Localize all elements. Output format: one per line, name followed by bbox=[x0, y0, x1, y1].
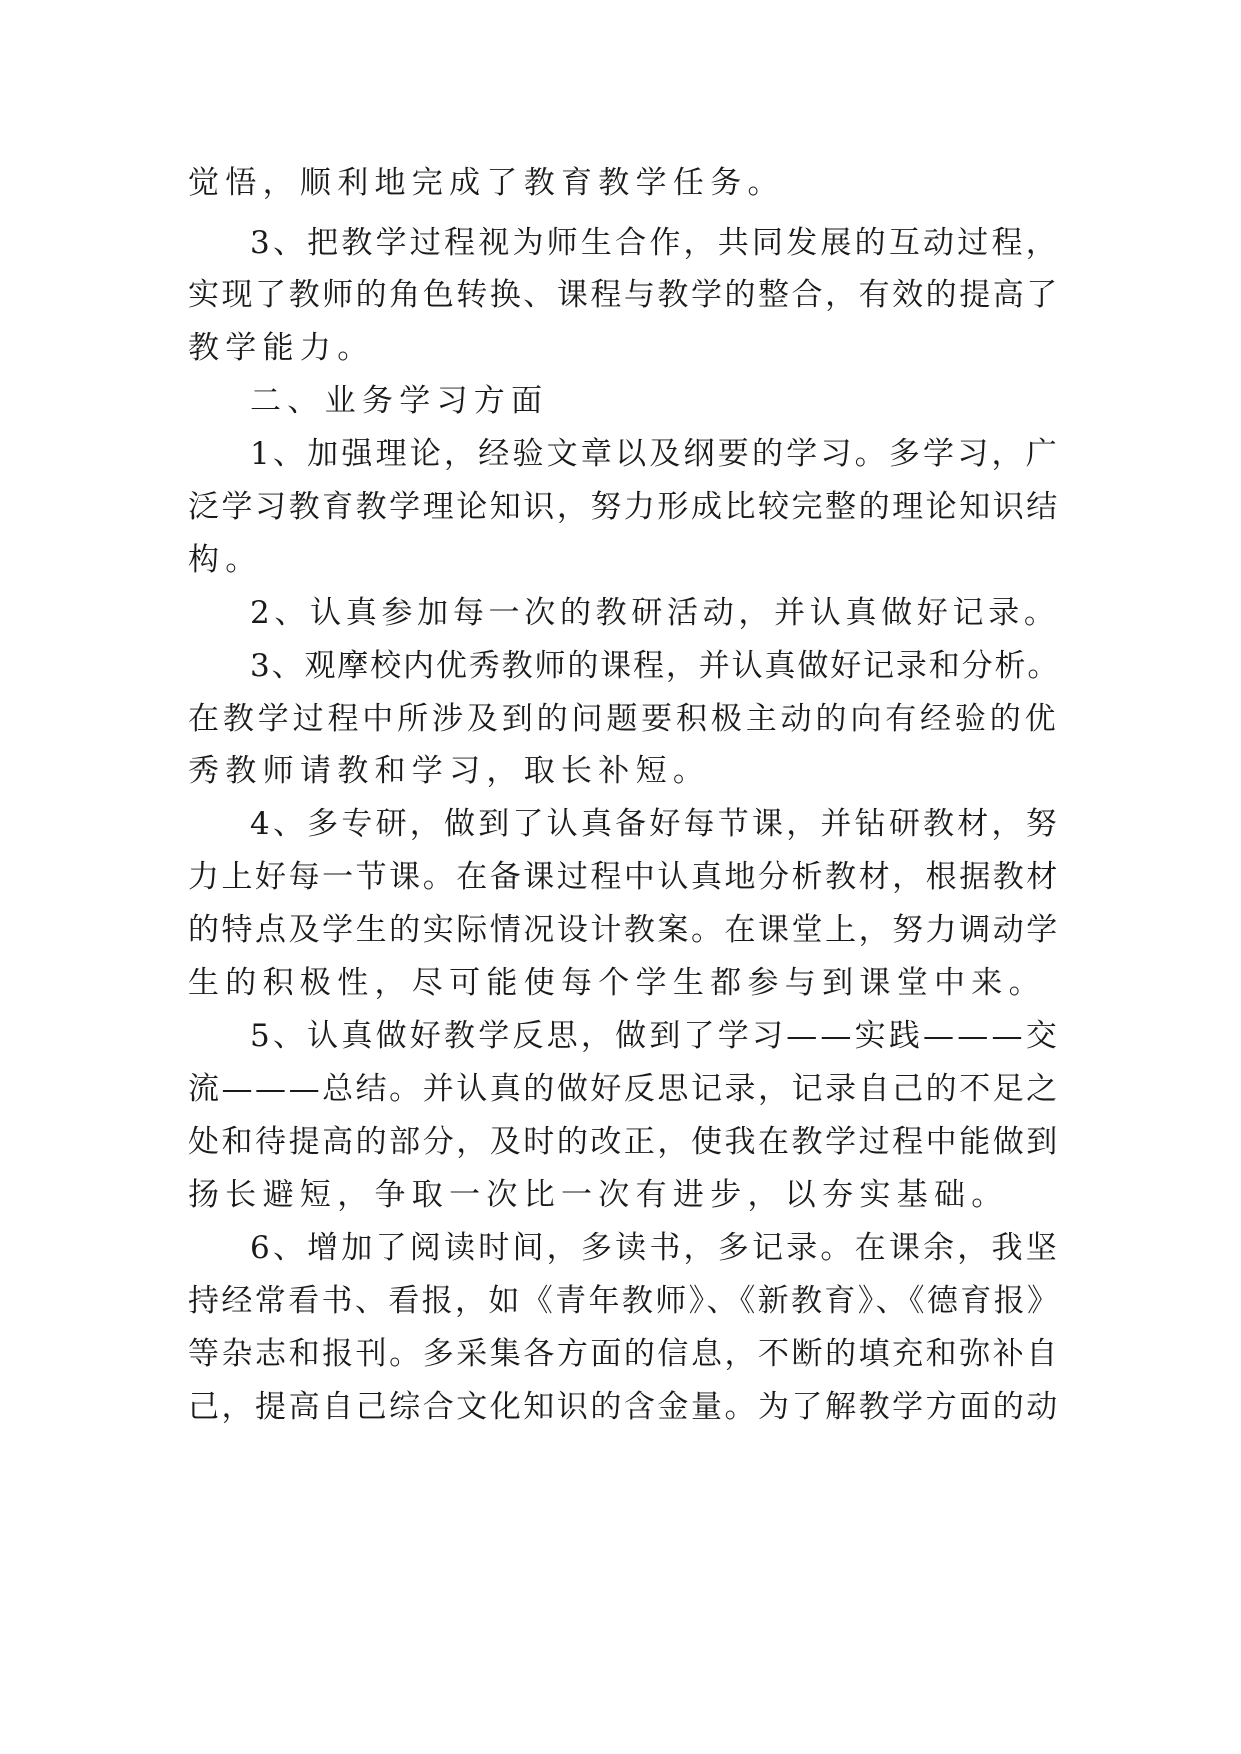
text-line: 流———总结。并认真的做好反思记录，记录自己的不足之 bbox=[188, 1071, 1060, 1107]
text-line: 等杂志和报刊。多采集各方面的信息，不断的填充和弥补自 bbox=[188, 1336, 1060, 1372]
paragraph-line: 2、认真参加每一次的教研活动，并认真做好记录。 bbox=[250, 595, 1060, 631]
text-line: 己，提高自己综合文化知识的含金量。为了解教学方面的动 bbox=[188, 1389, 1060, 1425]
paragraph-line: 4、多专研，做到了认真备好每节课，并钻研教材，努 bbox=[250, 806, 1060, 842]
text-line: 持经常看书、看报，如《青年教师》、《新教育》、《德育报》 bbox=[188, 1283, 1061, 1319]
paragraph-line: 1、加强理论，经验文章以及纲要的学习。多学习，广 bbox=[250, 436, 1060, 472]
text-line: 力上好每一节课。在备课过程中认真地分析教材，根据教材 bbox=[188, 859, 1060, 895]
text-line: 在教学过程中所涉及到的问题要积极主动的向有经验的优 bbox=[188, 701, 1060, 737]
section-heading: 二、业务学习方面 bbox=[250, 383, 549, 419]
text-line: 构。 bbox=[188, 542, 263, 578]
text-line: 秀教师请教和学习，取长补短。 bbox=[188, 753, 711, 789]
text-line: 的特点及学生的实际情况设计教案。在课堂上，努力调动学 bbox=[188, 912, 1060, 948]
text-line: 泛学习教育教学理论知识，努力形成比较完整的理论知识结 bbox=[188, 489, 1060, 525]
paragraph-line: 5、认真做好教学反思，做到了学习——实践———交 bbox=[250, 1018, 1060, 1054]
text-line: 实现了教师的角色转换、课程与教学的整合，有效的提高了 bbox=[188, 277, 1060, 313]
paragraph-line: 3、把教学过程视为师生合作，共同发展的互动过程， bbox=[250, 225, 1060, 261]
text-line: 觉悟，顺利地完成了教育教学任务。 bbox=[188, 165, 785, 201]
paragraph-line: 6、增加了阅读时间，多读书，多记录。在课余，我坚 bbox=[250, 1230, 1060, 1266]
paragraph-line: 3、观摩校内优秀教师的课程，并认真做好记录和分析。 bbox=[250, 648, 1061, 684]
text-line: 生的积极性，尽可能使每个学生都参与到课堂中来。 bbox=[188, 965, 1046, 1001]
text-line: 处和待提高的部分，及时的改正，使我在教学过程中能做到 bbox=[188, 1124, 1060, 1160]
text-line: 扬长避短，争取一次比一次有进步，以夯实基础。 bbox=[188, 1177, 1009, 1213]
text-line: 教学能力。 bbox=[188, 330, 375, 366]
